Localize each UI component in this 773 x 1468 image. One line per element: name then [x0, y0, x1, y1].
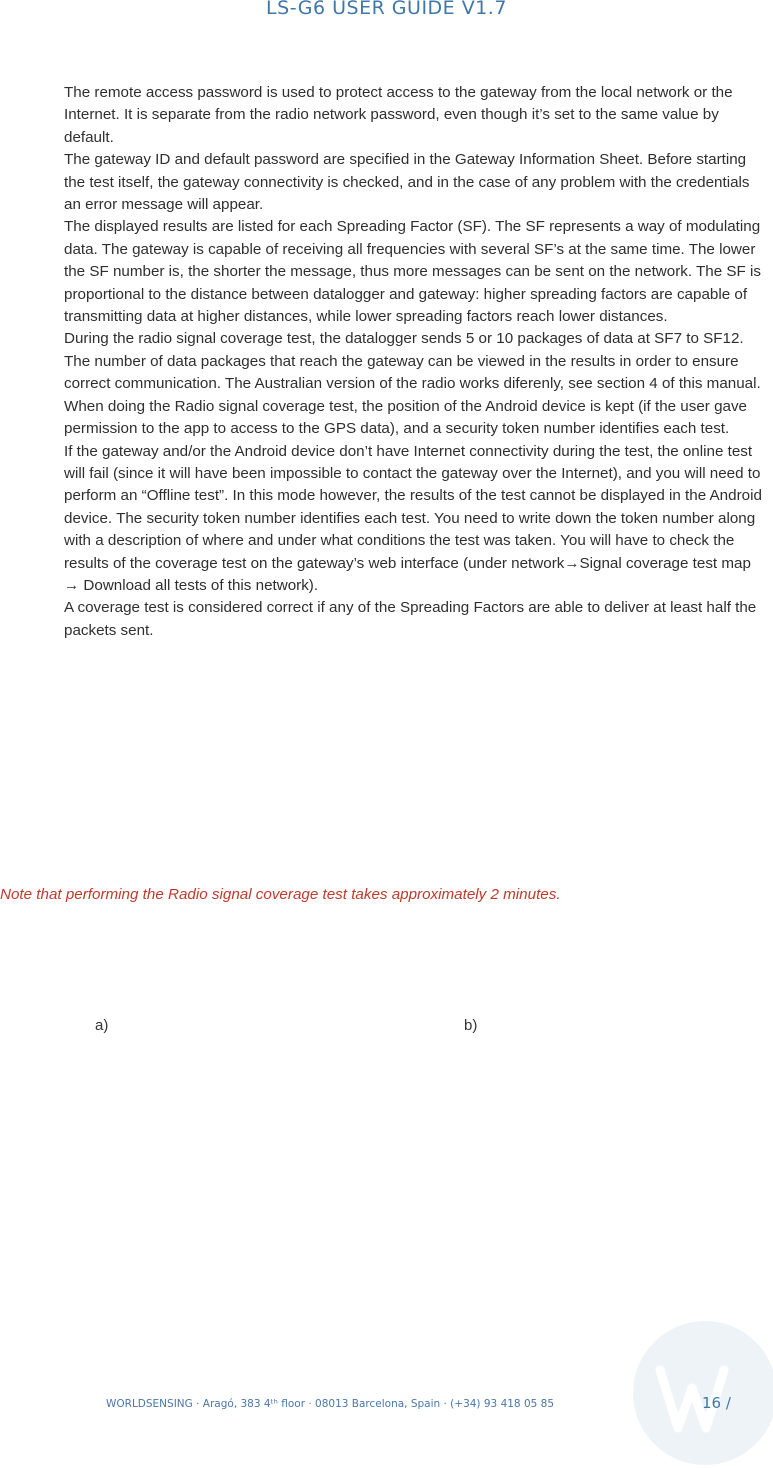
note-duration: Note that performing the Radio signal coverage test takes approximately 2 minutes. [0, 886, 561, 903]
paragraph-correct-test: A coverage test is considered correct if any of the Spreading Factors are able to deliver at least half the packets sent. [64, 599, 757, 639]
figure-label-a: a) [95, 1017, 109, 1034]
figure-label-b: b) [464, 1017, 478, 1034]
paragraph-remote-access-password: The remote access password is used to protect access to the gateway from the local network or the Internet. It is separate from the radio network password, even though it’s set to the same value by default. [64, 84, 733, 146]
paragraph-gateway-id: The gateway ID and default password are specified in the Gateway Information Sheet. Before starting the test itself, the gateway connectivity is checked, and in the case of any problem with the credentials an error message will appear. [64, 151, 750, 214]
paragraph-spreading-factor: The displayed results are listed for each Spreading Factor (SF). The SF represents a way of modulating data. The gateway is capable of receiving all frequencies with several SF’s at the same time. The lower the SF number is, the shorter the message, thus more messages can be sent on the network. The SF is proportional to the distance between datalogger and gateway: higher spreading factors are capable of transmitting data at higher distances, while lower spreading factors reach lower distances. [64, 218, 762, 326]
page-header-title: LS-G6 USER GUIDE V1.7 [266, 0, 507, 19]
worldsensing-watermark-icon [630, 1318, 773, 1468]
paragraph-android-position: When doing the Radio signal coverage test, the position of the Android device is kept (if the user gave permission to the app to access to the GPS data), and a security token number identifies each test. [64, 397, 748, 438]
paragraph-coverage-test: During the radio signal coverage test, the datalogger sends 5 or 10 packages of data at SF7 to SF12. The number of data packages that reach the gateway can be viewed in the results in order to ensure correct communication. The Australian version of the radio works diferenly, see section 4 of this manual. [64, 330, 761, 393]
paragraph-offline-test: If the gateway and/or the Android device don’t have Internet connectivity during the test, the online test will fail (since it will have been impossible to contact the gateway over the Internet), and you will need to perform an “Offline test”. In this mode however, the results of the test cannot be displayed in the Android device. The security token number identifies each test. You need to write down the token number along with a description of where and under what conditions the test was taken. You will have to check the results of the coverage test on the gateway’s web interface (under network→Signal coverage test map → Download all tests of this network). [64, 442, 762, 594]
page-number: 16 / [702, 1394, 731, 1412]
body-text [64, 82, 764, 642]
footer-company-info: WORLDSENSING · Aragó, 383 4ᵗʰ floor · 08013 Barcelona, Spain · (+34) 93 418 05 85 [106, 1398, 555, 1410]
